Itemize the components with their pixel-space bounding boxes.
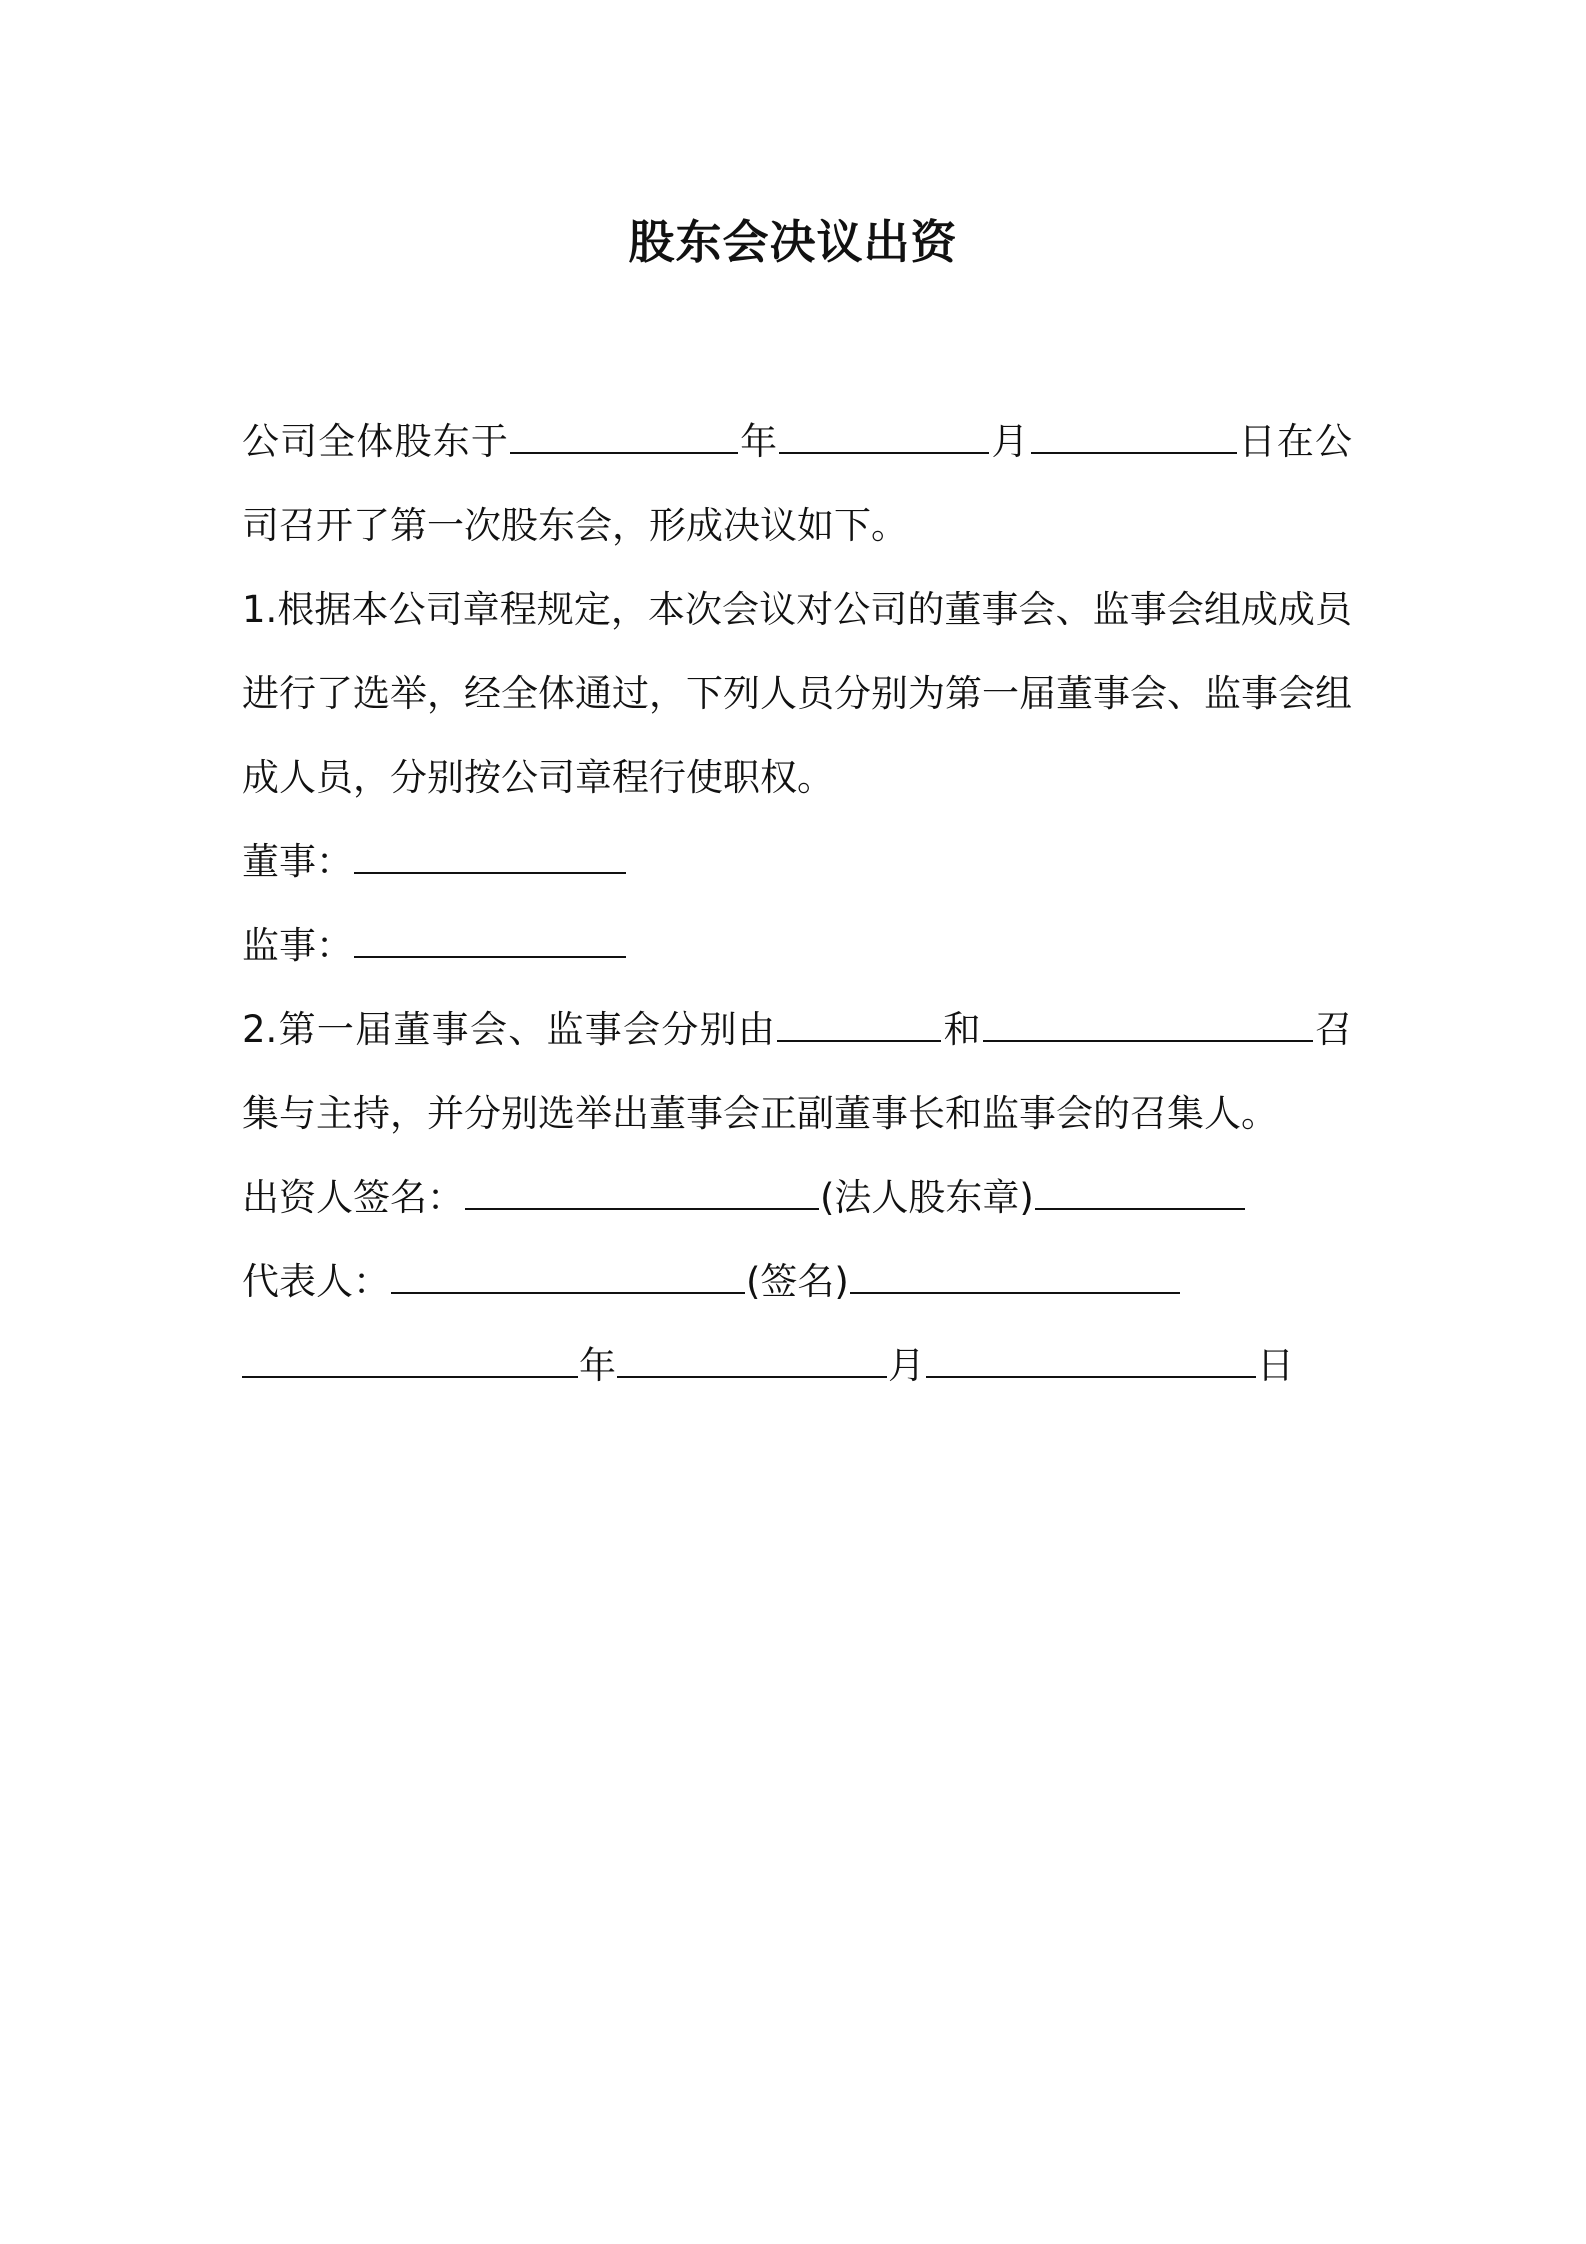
document-title: 股东会决议出资 — [628, 215, 958, 269]
date-year-blank[interactable] — [242, 1346, 578, 1378]
date-day-blank[interactable] — [926, 1346, 1256, 1378]
item1-line1: 1.根据本公司章程规定，本次会议对公司的董事会、监事会组成成员 — [242, 588, 1352, 631]
item2-text-a: 2.第一届董事会、监事会分别由 — [242, 1008, 777, 1051]
item2-line2: 集与主持，并分别选举出董事会正副董事长和监事会的召集人。 — [242, 1092, 1278, 1135]
item2-text-b: 和 — [942, 1008, 982, 1051]
date-day-label: 日 — [1257, 1344, 1294, 1387]
director-label: 董事： — [242, 840, 353, 883]
para1-line1 — [242, 400, 1352, 484]
investor-stamp-text: (法人股东章) — [820, 1176, 1034, 1219]
date-month-blank[interactable] — [617, 1346, 887, 1378]
meeting-year-blank[interactable] — [510, 422, 738, 454]
date-line — [242, 1324, 1352, 1408]
investor-stamp-blank[interactable] — [1035, 1178, 1245, 1210]
para1-text-c: 月 — [990, 420, 1030, 463]
representative-line — [242, 1240, 1352, 1324]
meeting-day-blank[interactable] — [1031, 422, 1237, 454]
investor-label: 出资人签名： — [242, 1176, 464, 1219]
supervisor-blank[interactable] — [354, 926, 626, 958]
item1-line2: 进行了选举，经全体通过，下列人员分别为第一届董事会、监事会组 — [242, 672, 1352, 715]
date-month-label: 月 — [888, 1344, 925, 1387]
para1-text-b: 年 — [739, 420, 779, 463]
date-year-label: 年 — [579, 1344, 616, 1387]
supervisor-label: 监事： — [242, 924, 353, 967]
para1-text-d: 日在公 — [1237, 420, 1353, 463]
supervisor-line — [242, 904, 1352, 988]
representative-sign-blank[interactable] — [850, 1262, 1180, 1294]
investor-signature-blank[interactable] — [465, 1178, 819, 1210]
convener-supervisory-blank[interactable] — [983, 1010, 1313, 1042]
director-line — [242, 820, 1352, 904]
representative-label: 代表人： — [242, 1260, 390, 1303]
item2-text-c: 召 — [1313, 1008, 1353, 1051]
document-body — [242, 400, 1352, 1408]
representative-sign-text: (签名) — [746, 1260, 849, 1303]
item1-line3: 成人员，分别按公司章程行使职权。 — [242, 756, 834, 799]
meeting-month-blank[interactable] — [779, 422, 989, 454]
representative-blank[interactable] — [391, 1262, 745, 1294]
para1-text-a: 公司全体股东于 — [242, 420, 509, 463]
director-blank[interactable] — [354, 842, 626, 874]
investor-line — [242, 1156, 1352, 1240]
para1-line2: 司召开了第一次股东会，形成决议如下。 — [242, 504, 908, 547]
item2-line1 — [242, 988, 1352, 1072]
convener-board-blank[interactable] — [777, 1010, 941, 1042]
